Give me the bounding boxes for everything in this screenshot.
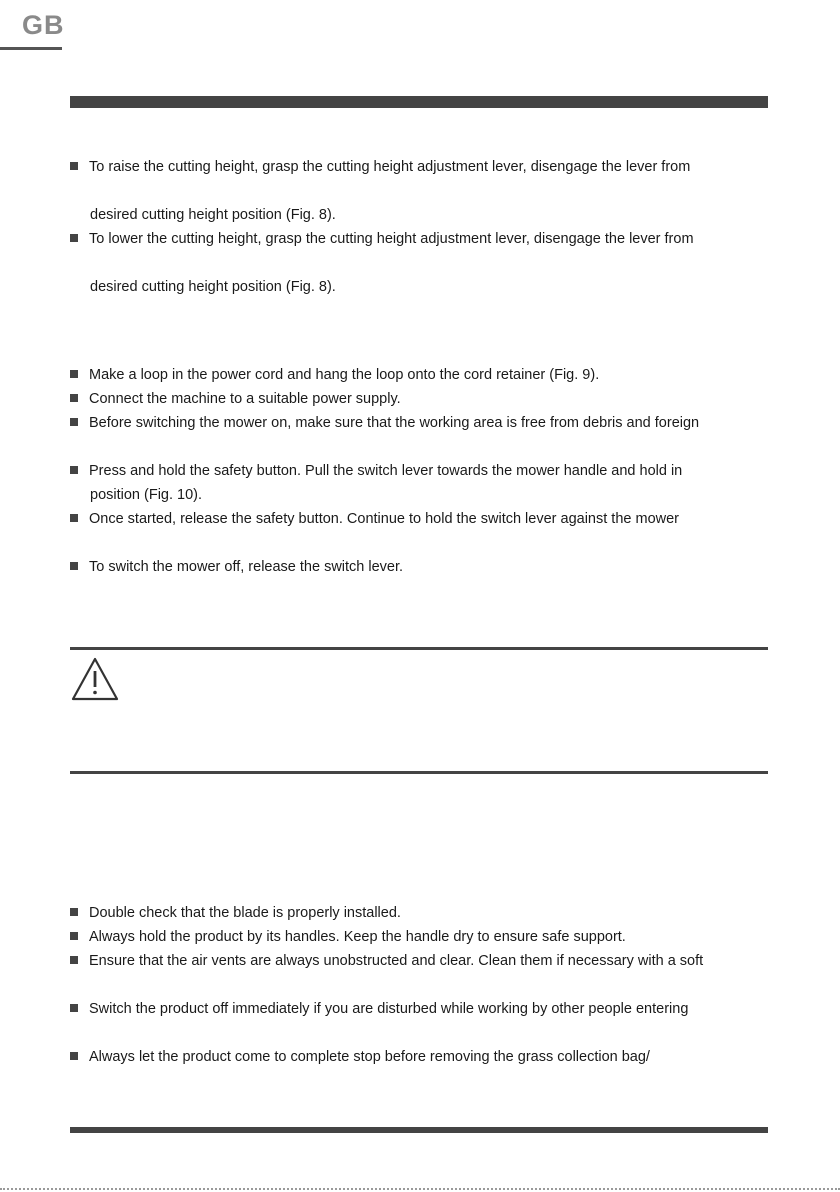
list-item: Ensure that the air vents are always unobstructed and clear. Clean them if necessary with a soft — [70, 952, 770, 970]
list-item: To switch the mower off, release the switch lever. — [70, 558, 770, 576]
bullet-icon — [70, 162, 78, 170]
list-item-continuation: desired cutting height position (Fig. 8). — [90, 207, 336, 223]
bullet-icon — [70, 932, 78, 940]
bullet-icon — [70, 908, 78, 916]
list-item: Make a loop in the power cord and hang the loop onto the cord retainer (Fig. 9). — [70, 366, 770, 384]
list-item: Double check that the blade is properly installed. — [70, 904, 770, 922]
list-item: Always hold the product by its handles. Keep the handle dry to ensure safe support. — [70, 928, 770, 946]
warning-top-rule — [70, 647, 768, 650]
bullet-icon — [70, 370, 78, 378]
bullet-icon — [70, 562, 78, 570]
warning-triangle-icon — [70, 656, 120, 702]
list-item: To raise the cutting height, grasp the cutting height adjustment lever, disengage the lever from — [70, 158, 770, 176]
footer-rule — [70, 1127, 768, 1133]
list-item: Before switching the mower on, make sure that the working area is free from debris and foreign — [70, 414, 770, 432]
language-code: GB — [22, 10, 65, 40]
page-edge-dotted — [0, 1188, 840, 1190]
bullet-icon — [70, 1052, 78, 1060]
bullet-icon — [70, 514, 78, 522]
list-item: Connect the machine to a suitable power supply. — [70, 390, 770, 408]
bullet-icon — [70, 234, 78, 242]
section-header-bar — [70, 96, 768, 108]
language-underline — [0, 47, 62, 50]
list-item: Press and hold the safety button. Pull the switch lever towards the mower handle and hold in — [70, 462, 770, 480]
warning-bottom-rule — [70, 771, 768, 774]
list-item-continuation: desired cutting height position (Fig. 8). — [90, 279, 336, 295]
list-item: Always let the product come to complete stop before removing the grass collection bag/ — [70, 1048, 770, 1066]
list-item: Once started, release the safety button. Continue to hold the switch lever against the mower — [70, 510, 770, 528]
bullet-icon — [70, 956, 78, 964]
bullet-icon — [70, 1004, 78, 1012]
list-item: To lower the cutting height, grasp the cutting height adjustment lever, disengage the lever from — [70, 230, 770, 248]
list-item: Switch the product off immediately if you are disturbed while working by other people entering — [70, 1000, 770, 1018]
bullet-icon — [70, 466, 78, 474]
bullet-icon — [70, 418, 78, 426]
list-item-continuation: position (Fig. 10). — [90, 487, 203, 503]
bullet-icon — [70, 394, 78, 402]
